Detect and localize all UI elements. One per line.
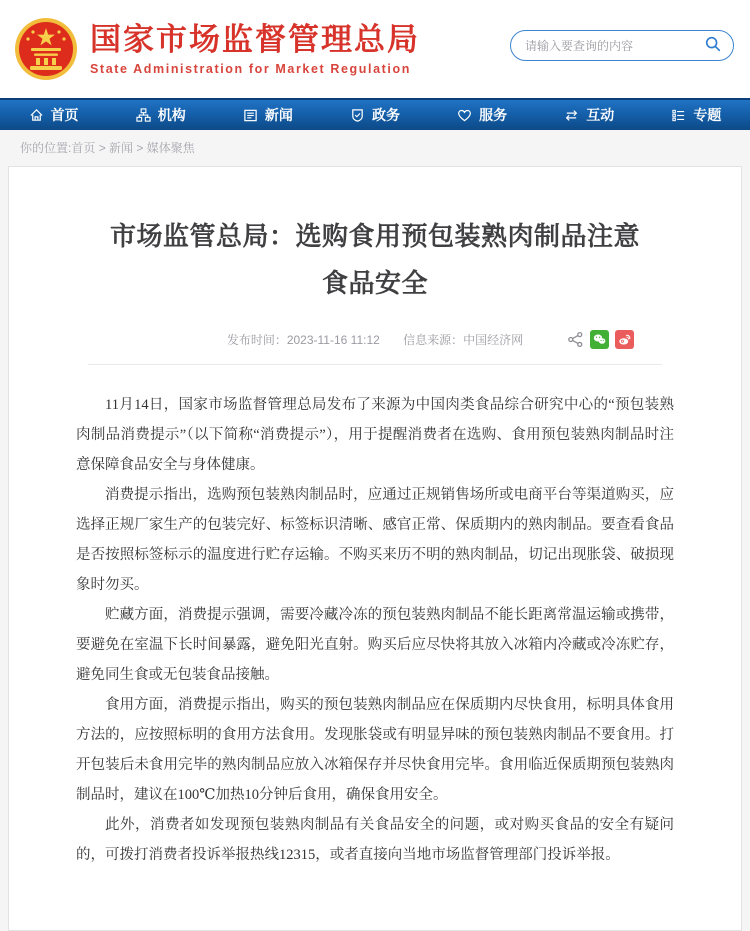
article-meta [76,329,674,351]
site-logo-link[interactable] [14,17,420,81]
nav-label: 新闻 [264,107,293,123]
site-header [0,0,750,98]
breadcrumb-separator: > [133,141,147,155]
main-nav [0,98,750,130]
nav-label: 专题 [693,107,722,123]
nav-item-services[interactable] [429,100,536,130]
search-button[interactable] [703,36,723,56]
search-input[interactable] [525,39,703,53]
swap-arrows-icon [564,108,579,123]
article-card [8,166,742,931]
nav-item-interaction[interactable] [536,100,643,130]
info-source: 信息来源：中国经济网 [403,332,524,347]
site-subtitle: State Administration for Market Regulation [90,62,411,77]
wechat-icon[interactable] [590,330,609,349]
breadcrumb-link-home[interactable]: 首页 [71,141,96,155]
search-icon [704,35,722,56]
home-icon [29,108,44,123]
share-bar [567,329,634,351]
sitemap-icon [136,108,151,123]
nav-item-home[interactable] [0,100,107,130]
breadcrumb-prefix: 你的位置: [20,141,72,155]
gov-badge-icon [350,108,365,123]
breadcrumb-link-news[interactable]: 新闻 [109,141,134,155]
nav-item-news[interactable] [214,100,321,130]
news-icon [243,108,258,123]
nav-item-topics[interactable] [643,100,750,130]
site-title: 国家市场监督管理总局 [90,21,420,57]
weibo-icon[interactable] [615,330,634,349]
article-paragraph: 食用方面，消费提示指出，购买的预包装熟肉制品应在保质期内尽快食用，标明具体食用方法的，应按照标明的食用方法食用。发现胀袋或有明显异味的预包装熟肉制品不要食用。打开包装后未食用完毕的熟肉制品应放入冰箱保存并尽快食用完毕。食用临近保质期预包装熟肉制品时，建议在100℃加热10分钟后食用，确保食用安全。 [76,696,674,803]
nav-item-orgs[interactable] [107,100,214,130]
publish-time: 发布时间：2023-11-16 11:12 [226,332,380,347]
brand-block [90,22,420,77]
nav-label: 政务 [371,107,400,123]
article-body [76,390,674,870]
national-emblem-icon [14,17,78,81]
article-paragraph: 消费提示指出，选购预包装熟肉制品时，应通过正规销售场所或电商平台等渠道购买，应选择正规厂家生产的包装完好、标签标识清晰、感官正常、保质期内的熟肉制品。要查看食品是否按照标签标示的温度进行贮存运输。不购买来历不明的熟肉制品，切记出现胀袋、破损现象时勿买。 [76,486,674,593]
topics-list-icon [671,108,686,123]
nav-label: 服务 [479,107,508,123]
site-search [510,30,734,61]
article-paragraph: 此外，消费者如发现预包装熟肉制品有关食品安全的问题，或对购买食品的安全有疑问的，可拨打消费者投诉举报热线12315，或者直接向当地市场监督管理部门投诉举报。 [76,816,674,863]
nav-label: 首页 [50,107,79,123]
meta-divider [88,364,662,365]
nav-item-gov[interactable] [321,100,428,130]
article-paragraph: 11月14日，国家市场监督管理总局发布了来源为中国肉类食品综合研究中心的“预包装熟肉制品消费提示”（以下简称“消费提示”），用于提醒消费者在选购、食用预包装熟肉制品时注意保障食品安全与身体健康。 [76,396,674,473]
article-title: 市场监管总局：选购食用预包装熟肉制品注意食品安全 [109,221,640,298]
article-paragraph: 贮藏方面，消费提示强调，需要冷藏冷冻的预包装熟肉制品不能长距离常温运输或携带，要避免在室温下长时间暴露，避免阳光直射。购买后应尽快将其放入冰箱内冷藏或冷冻贮存，避免同生食或无包装食品接触。 [76,606,674,683]
share-nodes-icon[interactable] [567,331,584,348]
nav-label: 互动 [586,107,615,123]
heart-icon [457,108,472,123]
breadcrumb-link-media-focus[interactable]: 媒体聚焦 [146,141,195,155]
breadcrumb [0,130,750,163]
breadcrumb-separator: > [95,141,110,155]
nav-label: 机构 [157,107,186,123]
